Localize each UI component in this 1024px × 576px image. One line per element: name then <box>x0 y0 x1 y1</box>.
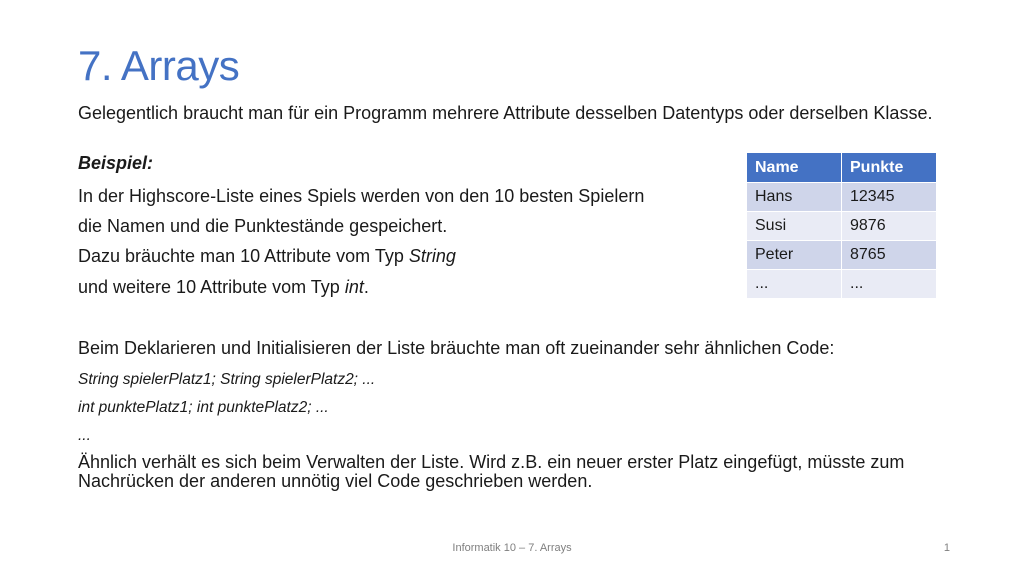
cell-punkte: ... <box>842 270 937 299</box>
type-int: int <box>344 277 364 297</box>
cell-punkte: 12345 <box>842 183 937 212</box>
example-label: Beispiel: <box>78 153 154 173</box>
slide-title: 7. Arrays <box>78 42 240 89</box>
example-line-1: In der Highscore-Liste eines Spiels werden von den 10 besten Spielern <box>78 186 645 206</box>
example-line-4-suffix: . <box>363 277 369 297</box>
highscore-table <box>746 152 937 299</box>
example-line-4-text: und weitere 10 Attribute vom Typ <box>78 277 345 297</box>
closing-paragraph: Ähnlich verhält es sich beim Verwalten der Liste. Wird z.B. ein neuer erster Platz eingefügt, müsste zum Nachrücken der anderen unnötig viel Code geschrieben werden. <box>78 452 905 491</box>
cell-name: Susi <box>747 212 842 241</box>
cell-name: Peter <box>747 241 842 270</box>
code-line-1: String spielerPlatz1; String spielerPlatz2; ... <box>78 371 376 388</box>
table-row <box>747 270 937 299</box>
table-row <box>747 183 937 212</box>
cell-name: Hans <box>747 183 842 212</box>
example-line-4 <box>78 278 369 297</box>
column-header-punkte: Punkte <box>842 153 937 183</box>
code-line-2: int punktePlatz1; int punktePlatz2; ... <box>78 399 329 416</box>
cell-punkte: 8765 <box>842 241 937 270</box>
table-header-row <box>747 153 937 183</box>
declare-paragraph: Beim Deklarieren und Initialisieren der Liste bräuchte man oft zueinander sehr ähnlichen Code: <box>78 338 835 358</box>
type-string: String <box>408 246 456 266</box>
example-line-2: die Namen und die Punktestände gespeichert. <box>78 216 448 236</box>
cell-name: ... <box>747 270 842 299</box>
column-header-name: Name <box>747 153 842 183</box>
example-line-3-text: Dazu bräuchte man 10 Attribute vom Typ <box>78 246 409 266</box>
example-line-3 <box>78 247 456 266</box>
table-row <box>747 241 937 270</box>
table-row <box>747 212 937 241</box>
page-number: 1 <box>943 542 950 554</box>
code-line-3: ... <box>78 427 91 444</box>
intro-paragraph: Gelegentlich braucht man für ein Programm mehrere Attribute desselben Datentyps oder derselben Klasse. <box>78 103 933 123</box>
cell-punkte: 9876 <box>842 212 937 241</box>
footer-title: Informatik 10 – 7. Arrays <box>452 542 572 554</box>
